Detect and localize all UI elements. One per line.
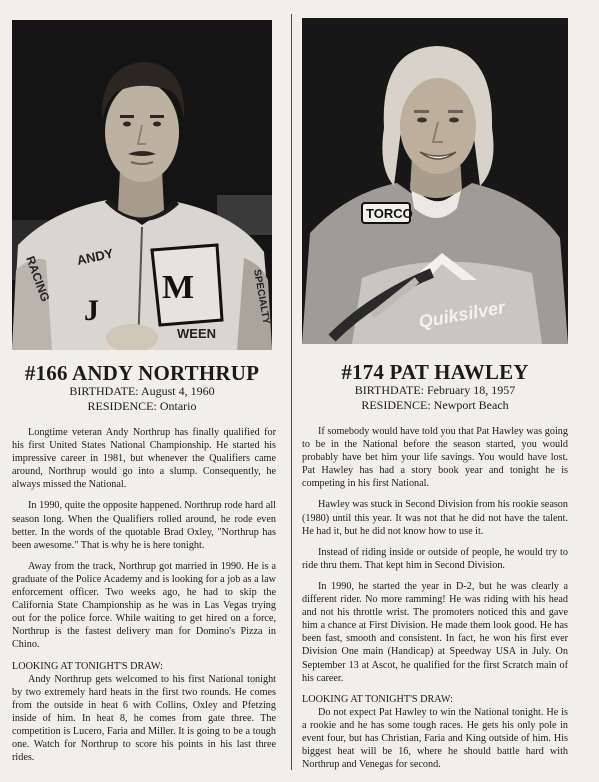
draw-heading: LOOKING AT TONIGHT'S DRAW:	[302, 693, 453, 705]
bio-paragraph: In 1990, he started the year in D-2, but he was clearly a different rider. No more ramming! He was riding with his head and not his throttle wrist. The promoters noticed this and gave him a chance at First Division. He made them look good. He has been fast, smooth and consistent. In fact, he won his first ever Division One main (Handicap) at Speedway USA in July. On September 13 at Ascot, he qualified for the first Scratch main of his career.	[302, 580, 568, 684]
svg-text:RACING: RACING	[23, 254, 53, 304]
rider-bio	[302, 425, 568, 771]
svg-text:ANDY: ANDY	[75, 245, 115, 268]
svg-text:TORCO: TORCO	[366, 206, 413, 221]
rider-profile-northrup	[12, 0, 284, 772]
rider-photo-northrup	[12, 20, 272, 350]
bio-paragraph: Instead of riding inside or outside of people, he would try to ride thru them. That kept him in Second Division.	[302, 546, 568, 571]
bio-paragraph: Longtime veteran Andy Northrup has finally qualified for his first United States National Championship. He started his impressive career in 1981, but whenever the Qualifiers came around, Northrup would go into a slump. Consequently, he always missed the National.	[12, 427, 276, 491]
rider-birthdate: BIRTHDATE: February 18, 1957	[354, 383, 516, 397]
draw-heading: LOOKING AT TONIGHT'S DRAW:	[12, 660, 163, 672]
svg-text:WEEN: WEEN	[177, 326, 216, 341]
bio-paragraph: Away from the track, Northrup got married in 1990. He is a graduate of the Police Academy and is looking for a job as a law enforcement officer. Two weeks ago, he had to skip the California State Championship as he was in Las Vegas trying out for the police force. While waiting to get hired on a force, Northrup is the fastest delivery man for Domino's Pizza in Chino.	[12, 560, 276, 651]
rider-bio	[12, 426, 276, 764]
rider-residence: RESIDENCE: Newport Beach	[361, 398, 509, 412]
bio-paragraph: If somebody would have told you that Pat Hawley was going to be in the National before the season started, you would probably have bet him your life savings. You would have lost. Pat Hawley has had a story book year and tonight he is competing in his first National.	[302, 426, 568, 490]
rider-name: #174 PAT HAWLEY	[341, 360, 529, 384]
svg-text:J: J	[84, 294, 99, 327]
rider-residence: RESIDENCE: Ontario	[87, 399, 197, 413]
svg-text:M: M	[162, 269, 195, 306]
svg-text:Quiksilver: Quiksilver	[417, 297, 507, 332]
bio-paragraph: In 1990, quite the opposite happened. Northrup rode hard all season long. When the Qualifiers rolled around, he rode even better. In the words of the quotable Brad Oxley, "Northrup has been awesome." That is why he is here tonight.	[12, 500, 276, 551]
rider-birthdate: BIRTHDATE: August 4, 1960	[69, 384, 215, 398]
draw-paragraph: Do not expect Pat Hawley to win the National tonight. He is a rookie and he has some tough races. He gets his only pole in event four, but has Christian, Faria and King outside of him. His biggest heat will be 16, where he should battle hard with Northrup and Venegas for second.	[302, 706, 568, 771]
bio-paragraph: Hawley was stuck in Second Division from his rookie season (1980) until this year. It was not that he did not have the talent. He had it, but he did not know how to use it.	[302, 499, 568, 537]
column-divider	[291, 14, 292, 770]
rider-profile-hawley	[302, 0, 578, 779]
rider-photo-hawley	[302, 18, 568, 344]
draw-paragraph: Andy Northrup gets welcomed to his first National tonight by two extremely hard heats in the first two rounds. He comes from the outside in heat 6 with Collins, Oxley and Pfetzing inside of him. In heat 8, he comes from gate three. The competition is Lucero, Faria and Miller. It is going to be a tough one. Watch for Northrup to score his points in his last three rides.	[12, 673, 276, 764]
svg-text:SPECIALTY: SPECIALTY	[251, 268, 272, 326]
rider-name: #166 ANDY NORTHRUP	[24, 361, 260, 385]
